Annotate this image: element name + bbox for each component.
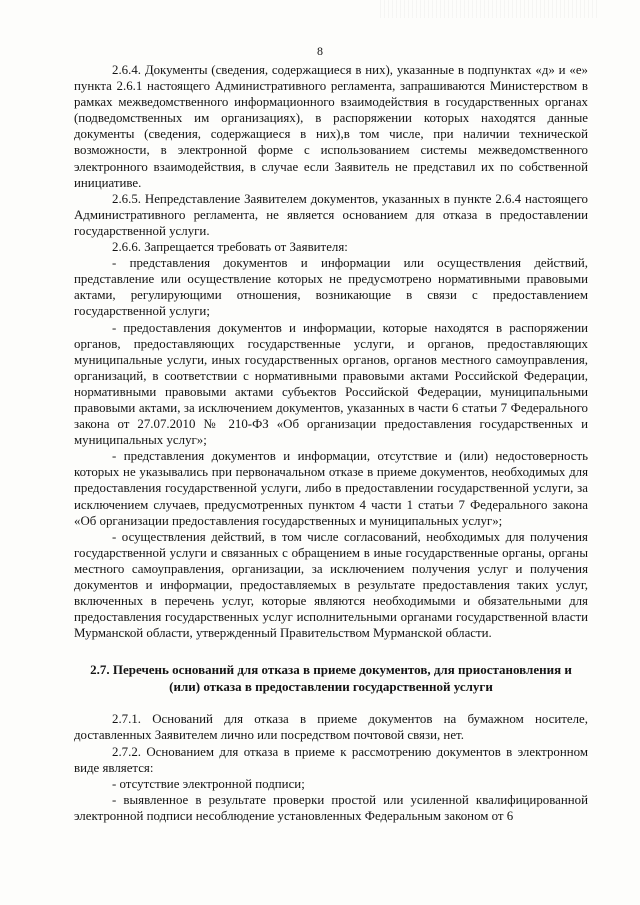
paragraph-2-6-5: 2.6.5. Непредставление Заявителем документов, указанных в пункте 2.6.4 настоящего Административного регламента, не является основанием для отказа в предоставлении государственной услуги. (74, 191, 588, 238)
scan-artifact (380, 0, 600, 18)
list-item: - отсутствие электронной подписи; (112, 776, 305, 791)
list-item: - осуществления действий, в том числе согласований, необходимых для получения государственной услуги и связанных с обращением в иные государственные органы, органы местного самоуправления, организации, за исключением получения услуг и получения документов и информации, предоставляемых в результате предоставления таких услуг, включенных в перечень услуг, которые являются необходимыми и обязательными для предоставления государственных услуг исполнительными органами государственной власти Мурманской области, утвержденный Правительством Мурманской области. (74, 529, 588, 641)
paragraph-2-7-1: 2.7.1. Оснований для отказа в приеме документов на бумажном носителе, доставленных Заявителем лично или посредством почтовой связи, нет. (74, 712, 588, 743)
list-item: - предоставления документов и информации, которые находятся в распоряжении органов, предоставляющих государственные услуги, и органов, предоставляющих муниципальные услуги, иных государственных органов, органов местного самоуправления, организаций, в соответствии с нормативными правовыми актами Российской Федерации, нормативными правовыми актами субъектов Российской Федерации, муниципальными правовыми актами, за исключением документов, указанных в части 6 статьи 7 Федерального закона от 27.07.2010 № 210-ФЗ «Об организации предоставления государственных и муниципальных услуг»; (74, 320, 588, 448)
section-heading-2-7: 2.7. Перечень оснований для отказа в приеме документов, для приостановления и (или) отказа в предоставлении государственной услуги (90, 662, 572, 695)
list-item: - представления документов и информации, отсутствие и (или) недостоверность которых не указывались при первоначальном отказе в приеме документов, необходимых для предоставления государственной услуги, либо в предоставлении государственной услуги, за исключением случаев, предусмотренных пунктом 4 части 1 статьи 7 Федерального закона «Об организации предоставления государственных и муниципальных услуг»; (74, 449, 588, 528)
list-item: - представления документов и информации или осуществления действий, представление или осуществление которых не предусмотрено нормативными правовыми актами, регулирующими отношения, возникающие в связи с предоставлением государственной услуги; (74, 256, 588, 319)
page-number: 8 (317, 44, 323, 58)
paragraph-2-6-6: 2.6.6. Запрещается требовать от Заявителя: (112, 240, 348, 255)
paragraph-2-6-4: 2.6.4. Документы (сведения, содержащиеся в них), указанные в подпунктах «д» и «е» пункта 2.6.1 настоящего Административного регламента, запрашиваются Министерством в рамках межведомственного информационного взаимодействия в государственных органах (подведомственных им организациях), в распоряжении которых находятся данные документы (сведения, содержащиеся в них),в том числе, при наличии технической возможности, в электронной форме с использованием системы межведомственного электронного взаимодействия, в случае если Заявитель не представил их по собственной инициативе. (74, 63, 588, 190)
list-item: - выявленное в результате проверки простой или усиленной квалифицированной электронной подписи несоблюдение установленных Федеральным законом от 6 (74, 792, 588, 823)
document-body (74, 62, 588, 824)
paragraph-2-7-2: 2.7.2. Основанием для отказа в приеме к рассмотрению документов в электронном виде является: (74, 744, 588, 775)
